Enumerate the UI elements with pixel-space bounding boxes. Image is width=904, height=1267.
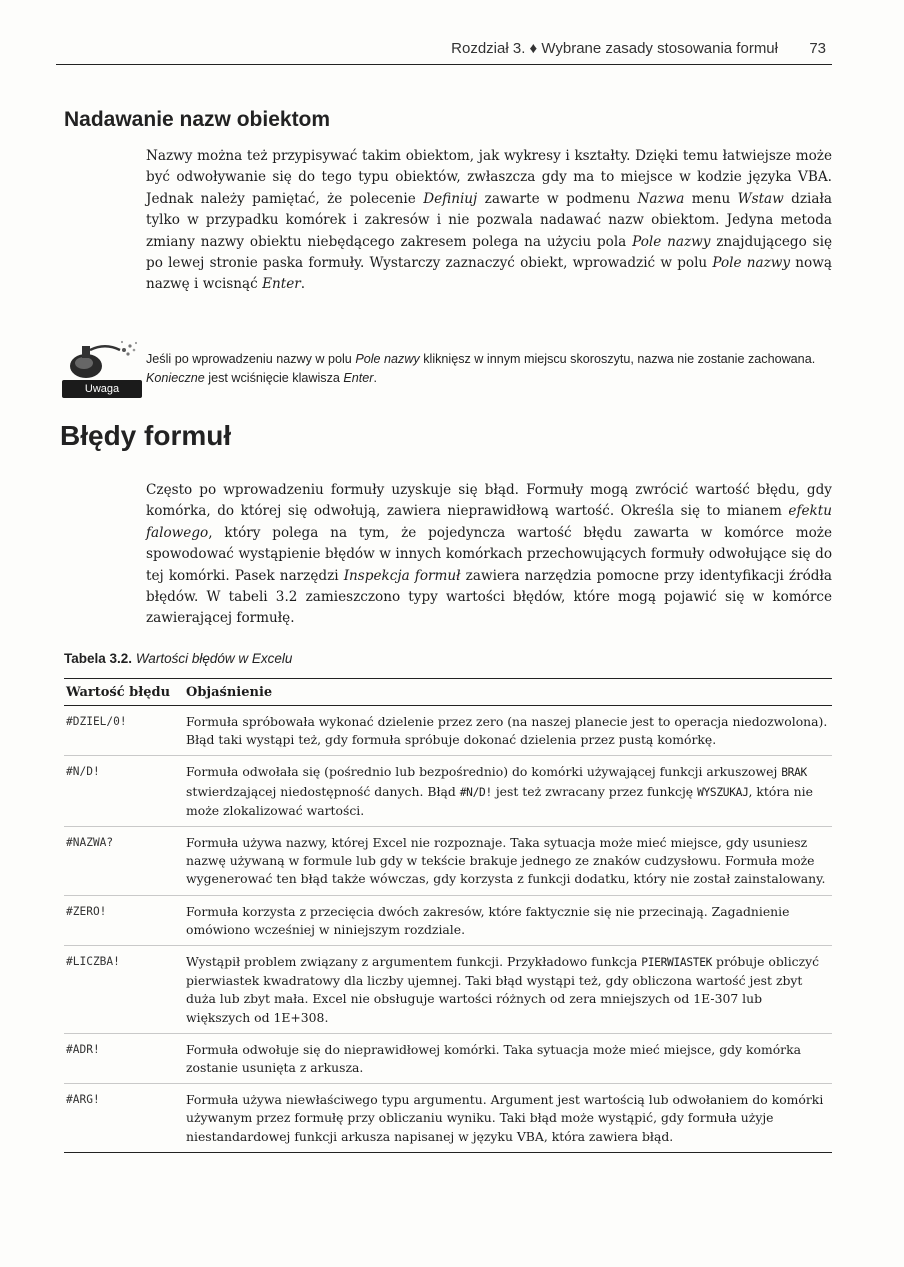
error-code: #ARG!	[66, 1093, 100, 1107]
emphasis: Enter	[262, 276, 301, 293]
table-row	[64, 1033, 832, 1083]
text-run: .	[300, 276, 306, 293]
emphasis: Enter	[343, 371, 374, 385]
code-term: PIERWIASTEK	[641, 956, 713, 970]
emphasis: Konieczne	[146, 371, 205, 385]
note-text	[146, 350, 832, 388]
table-caption-title: Wartości błędów w Excelu	[135, 651, 293, 666]
emphasis: efektu falowego	[146, 503, 832, 541]
text-run: menu	[684, 190, 738, 207]
text-run: znajdującego się po lewej stronie paska formuły. Wystarczy zaznaczyć obiekt, wprowadzić w polu	[146, 233, 832, 272]
running-title: Rozdział 3. ♦ Wybrane zasady stosowania formuł	[451, 40, 778, 57]
table-caption	[64, 651, 292, 666]
section-heading-object-names: Nadawanie nazw obiektom	[64, 108, 331, 131]
error-code: #LICZBA!	[66, 955, 120, 969]
text-run: Formuła odwołała się (pośrednio lub bezpośrednio) do komórki używającej funkcji arkuszowej	[186, 764, 782, 780]
text-run: działa tylko w przypadku komórek i zakresów i nie pozwala nadawać nazw obiektom. Jedyna metoda zmiany nazwy obiektu niebędącego zakresem polega na użyciu pola	[146, 190, 832, 250]
text-run: kliknięsz w innym miejscu skoroszytu, nazwa nie zostanie zachowana.	[419, 352, 816, 366]
error-code: #N/D!	[66, 765, 100, 779]
error-explanation	[186, 713, 832, 749]
text-run: Formuła korzysta z przecięcia dwóch zakresów, które faktycznie się nie przecinają. Zagadnienie omówiono wcześniej w niniejszym rozdziale.	[186, 903, 790, 937]
error-code: #ADR!	[66, 1042, 100, 1056]
note-label: Uwaga	[62, 380, 142, 398]
code-term: #N/D!	[459, 785, 492, 799]
text-run: jest też zwracany przez funkcję	[491, 783, 698, 799]
text-run: próbuje obliczyć pierwiastek kwadratowy dla liczby ujemnej. Taki błąd wystąpi też, gdy obliczona wartość jest zbyt duża lub zbyt mała. Excel nie obsługuje wartości różnych od zera mniejszych od 1E-307 lub większych od 1E+308.	[186, 954, 820, 1025]
error-explanation	[186, 763, 832, 820]
note-icon-block	[62, 336, 142, 400]
code-term: BRAK	[781, 766, 807, 780]
page-number: 73	[809, 40, 826, 57]
text-run: nową nazwę i wcisnąć	[146, 255, 832, 293]
table-caption-number: Tabela 3.2.	[64, 651, 133, 666]
table-row	[64, 826, 832, 895]
text-run: .	[373, 371, 377, 385]
error-explanation	[186, 903, 832, 939]
text-run: jest wciśnięcie klawisza	[204, 371, 344, 385]
error-explanation	[186, 834, 832, 889]
running-header	[56, 36, 832, 65]
text-run: zawarte w podmenu	[477, 190, 638, 207]
text-run: Często po wprowadzeniu formuły uzyskuje się błąd. Formuły mogą zwrócić wartość błędu, gdy komórka, do której się odwołują, zawiera nieprawidłową wartość. Określa się to mianem	[146, 482, 832, 520]
error-values-table	[64, 678, 832, 1153]
table-row	[64, 945, 832, 1033]
error-explanation	[186, 1091, 832, 1146]
table-body	[64, 706, 832, 1152]
code-term: WYSZUKAJ	[697, 785, 749, 799]
paragraph-formula-errors	[146, 480, 832, 630]
fire-extinguisher-icon	[62, 336, 142, 382]
table-header-error-value: Wartość błędu	[66, 684, 171, 700]
text-run: Formuła spróbowała wykonać dzielenie przez zero (na naszej planecie jest to operacja niedozwolona). Błąd taki wystąpi też, gdy formuła spróbuje dokonać dzielenia przez pustą komórkę.	[186, 714, 828, 748]
emphasis: Definiuj	[423, 190, 478, 207]
text-run: stwierdzającej niedostępność danych. Błąd	[186, 783, 460, 799]
paragraph-object-names	[146, 146, 832, 296]
text-run: , który polega na tym, że pojedyncza wartość błędu zawarta w komórce może spowodować wystąpienie błędów w innych komórkach przechowujących formuły odwołujące się do tej komórki. Pasek narzędzi	[146, 524, 832, 584]
emphasis: Pole nazwy	[712, 255, 791, 272]
table-row	[64, 1083, 832, 1152]
error-code: #NAZWA?	[66, 836, 114, 850]
emphasis: Pole nazwy	[355, 352, 420, 366]
table-row	[64, 895, 832, 945]
emphasis: Nazwa	[637, 190, 685, 207]
text-run: Nazwy można też przypisywać takim obiektom, jak wykresy i kształty. Dzięki temu łatwiejsze może być odwoływanie się do tego typu obiektów, zwłaszcza gdy ma to miejsce w kodzie języka VBA. Jednak należy pamiętać, że polecenie	[146, 148, 832, 207]
error-code: #ZERO!	[66, 904, 107, 918]
section-heading-formula-errors: Błędy formuł	[60, 420, 232, 451]
emphasis: Wstaw	[737, 190, 784, 207]
text-run: Formuła odwołuje się do nieprawidłowej komórki. Taka sytuacja może mieć miejsce, gdy komórka zostanie usunięta z arkusza.	[186, 1041, 801, 1076]
text-run: Wystąpił problem związany z argumentem funkcji. Przykładowo funkcja	[186, 954, 642, 970]
table-header-row	[64, 679, 832, 706]
text-run: , która nie może zlokalizować wartości.	[186, 783, 813, 818]
table-row	[64, 755, 832, 826]
text-run: zawiera narzędzia pomocne przy identyfikacji źródła błędów. W tabeli 3.2 zamieszczono typy wartości błędów, które mogą pojawić się w komórce zawierającej formułę.	[146, 567, 832, 627]
text-run: Formuła używa nazwy, której Excel nie rozpoznaje. Taka sytuacja może mieć miejsce, gdy usuniesz nazwę używaną w formule lub gdy w tekście brakuje jednego ze znaków cudzysłowu. Formuła może wygenerować ten błąd także wówczas, gdy korzysta z funkcji dodatku, który nie został zainstalowany.	[186, 835, 826, 887]
emphasis: Inspekcja formuł	[343, 567, 461, 584]
table-header-explanation: Objaśnienie	[186, 684, 273, 700]
error-code: #DZIEL/0!	[66, 715, 127, 728]
text-run: Jeśli po wprowadzeniu nazwy w polu	[146, 352, 356, 366]
error-explanation	[186, 953, 832, 1027]
table-row	[64, 706, 832, 755]
error-explanation	[186, 1041, 832, 1077]
emphasis: Pole nazwy	[632, 233, 711, 250]
text-run: Formuła używa niewłaściwego typu argumentu. Argument jest wartością lub odwołaniem do komórki używanym przez formułę przy obliczaniu wyniku. Taki błąd może wystąpić, gdy formuła użyje niestandardowej funkcji arkusza napisanej w języku VBA, która zawiera błąd.	[186, 1092, 824, 1144]
